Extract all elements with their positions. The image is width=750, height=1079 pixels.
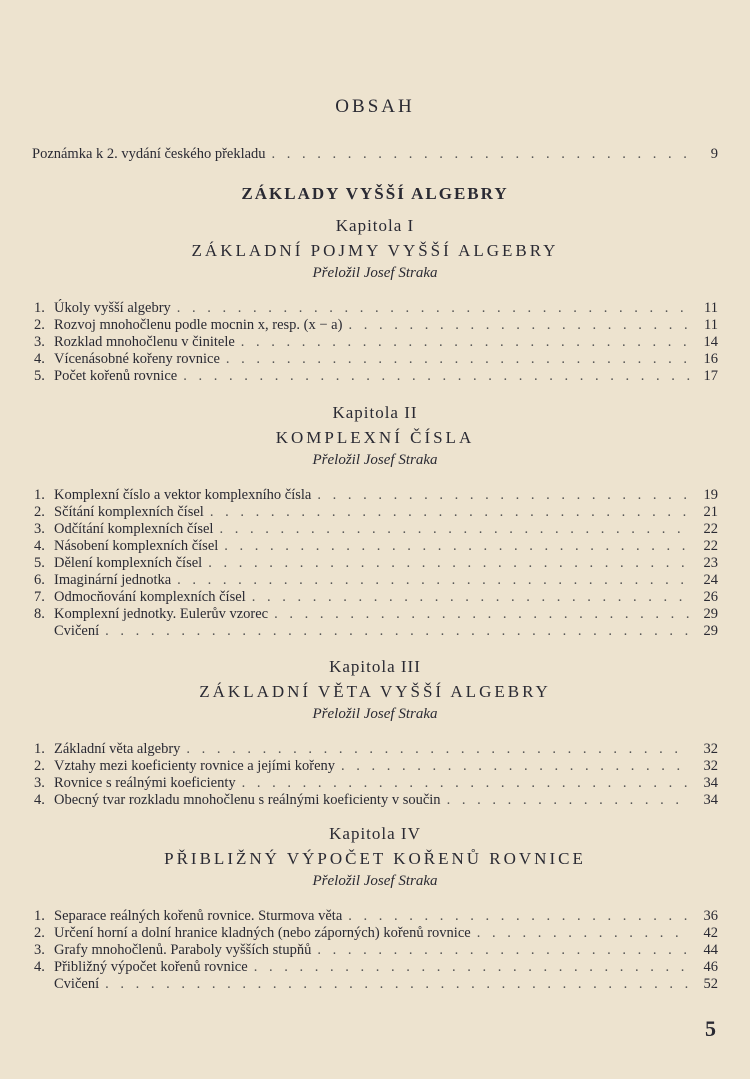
entry-title: Vztahy mezi koeficienty rovnice a jejími kořeny xyxy=(54,758,336,774)
toc-entry xyxy=(34,572,718,589)
toc-entry xyxy=(34,942,718,959)
toc-entry xyxy=(34,606,718,623)
entry-title: Počet kořenů rovnice xyxy=(54,368,178,384)
entry-title: Cvičení xyxy=(54,976,100,992)
leader-dots xyxy=(447,792,690,809)
entry-page: 22 xyxy=(703,538,718,554)
toc-entry xyxy=(34,925,718,942)
entry-page: 34 xyxy=(703,792,718,808)
toc-entry xyxy=(34,368,718,385)
leader-dots xyxy=(348,317,690,334)
toc-entry xyxy=(34,351,718,368)
leader-dots xyxy=(183,368,690,385)
chapter-title: ZÁKLADNÍ POJMY VYŠŠÍ ALGEBRY xyxy=(191,241,559,260)
entry-title: Přibližný výpočet kořenů rovnice xyxy=(54,959,248,975)
leader-dots xyxy=(242,775,690,792)
chapter-3 xyxy=(0,657,750,809)
entry-title: Dělení komplexních čísel xyxy=(54,555,203,571)
leader-dots xyxy=(274,606,690,623)
toc-list xyxy=(34,300,718,385)
toc-list xyxy=(34,741,718,809)
chapter-title: PŘIBLIŽNÝ VÝPOČET KOŘENŮ ROVNICE xyxy=(164,849,586,868)
entry-title: Úkoly vyšší algebry xyxy=(54,300,171,316)
entry-title: Odmocňování komplexních čísel xyxy=(54,589,246,605)
leader-dots xyxy=(177,300,690,317)
entry-number: 7. xyxy=(34,589,45,605)
entry-page: 16 xyxy=(703,351,718,367)
entry-number: 2. xyxy=(34,317,45,333)
entry-number: 4. xyxy=(34,351,45,367)
entry-title: Obecný tvar rozkladu mnohočlenu s reálnými koeficienty v součin xyxy=(54,792,441,808)
entry-page: 23 xyxy=(703,555,718,571)
entry-page: 24 xyxy=(703,572,718,588)
toc-entry xyxy=(34,775,718,792)
leader-dots xyxy=(177,572,690,589)
chapter-translator: Přeložil Josef Straka xyxy=(312,452,438,468)
entry-title: Imaginární jednotka xyxy=(54,572,172,588)
chapter-translator: Přeložil Josef Straka xyxy=(312,265,438,281)
entry-page: 17 xyxy=(703,368,718,384)
page-title: OBSAH xyxy=(335,96,415,117)
entry-title: Sčítání komplexních čísel xyxy=(54,504,204,520)
toc-entry xyxy=(34,487,718,504)
entry-number: 3. xyxy=(34,942,45,958)
entry-title: Určení horní a dolní hranice kladných (nebo záporných) kořenů rovnice xyxy=(54,925,471,941)
part-title: ZÁKLADY VYŠŠÍ ALGEBRY xyxy=(241,184,509,203)
toc-list xyxy=(34,487,718,640)
leader-dots xyxy=(241,334,690,351)
toc-entry xyxy=(34,504,718,521)
entry-number: 3. xyxy=(34,521,45,537)
entry-page: 36 xyxy=(703,908,718,924)
entry-title: Cvičení xyxy=(54,623,100,639)
leader-dots xyxy=(317,942,690,959)
entry-title: Vícenásobné kořeny rovnice xyxy=(54,351,220,367)
entry-number: 4. xyxy=(34,538,45,554)
entry-page: 52 xyxy=(703,976,718,992)
entry-number: 1. xyxy=(34,300,45,316)
chapter-label: Kapitola I xyxy=(335,216,415,235)
entry-number: 6. xyxy=(34,572,45,588)
leader-dots xyxy=(317,487,690,504)
chapter-title: KOMPLEXNÍ ČÍSLA xyxy=(275,428,475,447)
entry-number: 2. xyxy=(34,504,45,520)
page-number: 5 xyxy=(705,1016,716,1041)
toc-entry xyxy=(34,521,718,538)
leader-dots xyxy=(348,908,690,925)
chapter-label: Kapitola III xyxy=(329,657,421,676)
leader-dots xyxy=(210,504,690,521)
entry-page: 11 xyxy=(704,300,718,316)
entry-page: 11 xyxy=(704,317,718,333)
entry-number: 1. xyxy=(34,487,45,503)
toc-entry xyxy=(34,908,718,925)
entry-number: 4. xyxy=(34,959,45,975)
entry-number: 5. xyxy=(34,555,45,571)
chapter-title: ZÁKLADNÍ VĚTA VYŠŠÍ ALGEBRY xyxy=(199,682,551,701)
entry-number: 3. xyxy=(34,334,45,350)
leader-dots xyxy=(105,623,690,640)
entry-title: Rovnice s reálnými koeficienty xyxy=(54,775,236,791)
entry-page: 46 xyxy=(703,959,718,975)
leader-dots xyxy=(105,976,690,993)
entry-page: 32 xyxy=(703,741,718,757)
entry-page: 14 xyxy=(703,334,718,350)
toc-list xyxy=(34,908,718,993)
entry-page: 29 xyxy=(703,623,718,639)
entry-title: Komplexní číslo a vektor komplexního čísla xyxy=(54,487,312,503)
entry-title: Základní věta algebry xyxy=(54,741,181,757)
entry-page: 19 xyxy=(703,487,718,503)
entry-page: 21 xyxy=(703,504,718,520)
entry-page: 32 xyxy=(703,758,718,774)
entry-title: Rozklad mnohočlenu v činitele xyxy=(54,334,235,350)
entry-page: 29 xyxy=(703,606,718,622)
preface-text: Poznámka k 2. vydání českého překladu xyxy=(32,146,266,162)
leader-dots xyxy=(252,589,690,606)
chapter-label: Kapitola II xyxy=(332,403,418,422)
entry-number: 2. xyxy=(34,925,45,941)
entry-number: 1. xyxy=(34,908,45,924)
chapter-translator: Přeložil Josef Straka xyxy=(312,873,438,889)
entry-title: Grafy mnohočlenů. Paraboly vyšších stupňů xyxy=(54,942,312,958)
chapter-1 xyxy=(0,216,750,385)
toc-entry xyxy=(34,589,718,606)
entry-page: 34 xyxy=(703,775,718,791)
entry-number: 8. xyxy=(34,606,45,622)
preface-entry xyxy=(32,146,718,163)
toc-entry xyxy=(34,317,718,334)
chapter-label: Kapitola IV xyxy=(329,824,421,843)
leader-dots xyxy=(224,538,690,555)
toc-entry xyxy=(34,334,718,351)
entry-number: 2. xyxy=(34,758,45,774)
toc-entry xyxy=(34,792,718,809)
entry-number: 1. xyxy=(34,741,45,757)
toc-entry xyxy=(34,758,718,775)
entry-page: 44 xyxy=(703,942,718,958)
entry-title: Rozvoj mnohočlenu podle mocnin x, resp. (x − a) xyxy=(54,317,343,333)
entry-number: 5. xyxy=(34,368,45,384)
toc-entry xyxy=(34,741,718,758)
entry-title: Komplexní jednotky. Eulerův vzorec xyxy=(54,606,269,622)
entry-page: 42 xyxy=(703,925,718,941)
entry-page: 22 xyxy=(703,521,718,537)
toc-entry xyxy=(34,623,718,640)
chapter-translator: Přeložil Josef Straka xyxy=(312,706,438,722)
entry-page: 26 xyxy=(703,589,718,605)
leader-dots xyxy=(341,758,690,775)
chapter-2 xyxy=(0,403,750,640)
toc-entry xyxy=(34,555,718,572)
toc-entry xyxy=(34,976,718,993)
leader-dots xyxy=(226,351,690,368)
leader-dots xyxy=(219,521,690,538)
entry-title: Separace reálných kořenů rovnice. Sturmova věta xyxy=(54,908,343,924)
preface-page: 9 xyxy=(710,146,718,162)
entry-title: Násobení komplexních čísel xyxy=(54,538,219,554)
leader-dots xyxy=(208,555,690,572)
toc-entry xyxy=(34,959,718,976)
entry-number: 3. xyxy=(34,775,45,791)
chapter-4 xyxy=(0,824,750,993)
entry-title: Odčítání komplexních čísel xyxy=(54,521,214,537)
leader-dots xyxy=(186,741,690,758)
leader-dots xyxy=(272,146,690,163)
leader-dots xyxy=(477,925,690,942)
toc-entry xyxy=(34,300,718,317)
entry-number: 4. xyxy=(34,792,45,808)
leader-dots xyxy=(254,959,690,976)
toc-entry xyxy=(34,538,718,555)
